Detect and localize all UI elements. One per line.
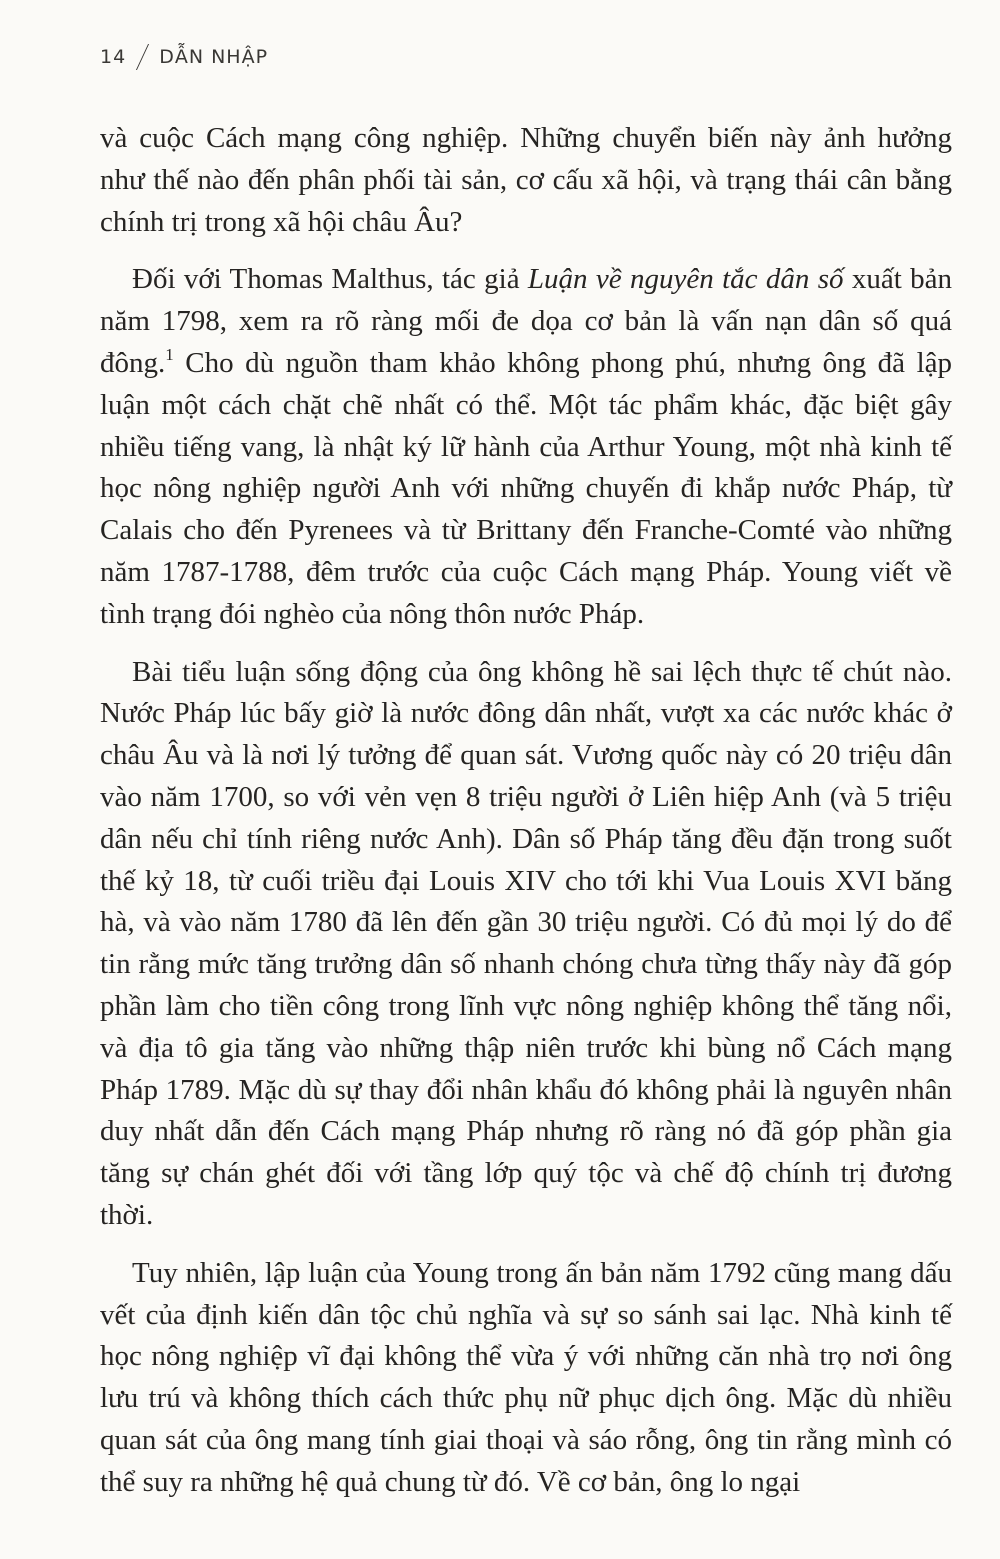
header-slash-divider [136, 44, 149, 70]
paragraph-3-text: Bài tiểu luận sống động của ông không hề sai lệch thực tế chút nào. Nước Pháp lúc bấy giờ là nước đông dân nhất, vượt xa các nước khác ở châu Âu và là nơi lý tưởng để quan sát. Vương quốc này có 20 triệu dân vào năm 1700, so với vẻn vẹn 8 triệu người ở Liên hiệp Anh (và 5 triệu dân nếu chỉ tính riêng nước Anh). Dân số Pháp tăng đều đặn trong suốt thế kỷ 18, từ cuối triều đại Louis XIV cho tới khi Vua Louis XVI băng hà, và vào năm 1780 đã lên đến gần 30 triệu người. Có đủ mọi lý do để tin rằng mức tăng trưởng dân số nhanh chóng chưa từng thấy này đã góp phần làm cho tiền công trong lĩnh vực nông nghiệp không thể tăng nổi, và địa tô gia tăng vào những thập niên trước khi bùng nổ Cách mạng Pháp 1789. Mặc dù sự thay đổi nhân khẩu đó không phải là nguyên nhân duy nhất dẫn đến Cách mạng Pháp nhưng rõ ràng nó đã góp phần gia tăng sự chán ghét đối với tầng lớp quý tộc và chế độ chính trị đương thời. [100, 655, 952, 1231]
page-number: 14 [100, 46, 127, 68]
paragraph-3 [100, 652, 952, 1237]
running-header [100, 44, 268, 70]
footnote-marker: 1 [165, 344, 174, 364]
paragraph-2 [100, 259, 952, 635]
section-title: DẪN NHẬP [159, 46, 269, 68]
body-text [100, 118, 952, 1520]
paragraph-1 [100, 118, 952, 243]
paragraph-2-text-start: Đối với Thomas Malthus, tác giả [132, 263, 528, 296]
paragraph-2-text-mid: xuất bản năm 1798, xem ra rõ ràng mối đe dọa cơ bản là vấn nạn dân số quá đông. [100, 263, 952, 379]
paragraph-2-text-end: Cho dù nguồn tham khảo không phong phú, nhưng ông đã lập luận một cách chặt chẽ nhất có thể. Một tác phẩm khác, đặc biệt gây nhiều tiếng vang, là nhật ký lữ hành của Arthur Young, một nhà kinh tế học nông nghiệp người Anh với những chuyến đi khắp nước Pháp, từ Calais cho đến Pyrenees và từ Brittany đến Franche-Comté vào những năm 1787-1788, đêm trước của cuộc Cách mạng Pháp. Young viết về tình trạng đói nghèo của nông thôn nước Pháp. [100, 346, 952, 630]
paragraph-4 [100, 1253, 952, 1504]
paragraph-1-text: và cuộc Cách mạng công nghiệp. Những chuyển biến này ảnh hưởng như thế nào đến phân phối tài sản, cơ cấu xã hội, và trạng thái cân bằng chính trị trong xã hội châu Âu? [100, 122, 952, 238]
paragraph-4-text: Tuy nhiên, lập luận của Young trong ấn bản năm 1792 cũng mang dấu vết của định kiến dân tộc chủ nghĩa và sự so sánh sai lạc. Nhà kinh tế học nông nghiệp vĩ đại không thể vừa ý với những căn nhà trọ nơi ông lưu trú và không thích cách thức phụ nữ phục dịch ông. Mặc dù nhiều quan sát của ông mang tính giai thoại và sáo rỗng, ông tin rằng mình có thể suy ra những hệ quả chung từ đó. Về cơ bản, ông lo ngại [100, 1256, 952, 1498]
book-title-italic: Luận về nguyên tắc dân số [527, 263, 844, 296]
